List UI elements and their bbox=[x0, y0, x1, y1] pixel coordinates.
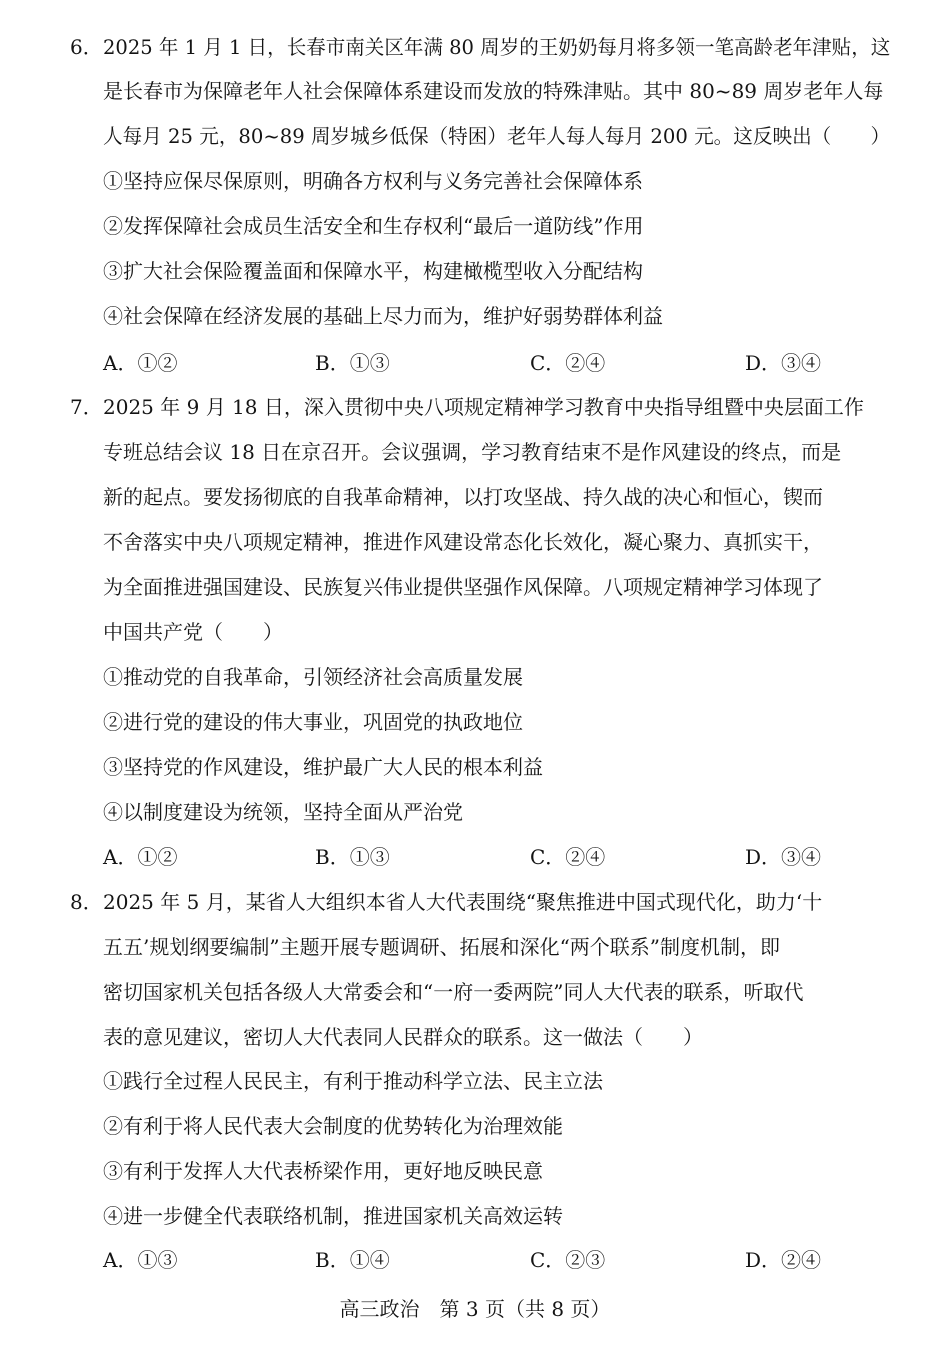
answer-choice-d: D．②④ bbox=[745, 1248, 822, 1272]
answer-choice-d: D．③④ bbox=[745, 351, 822, 375]
question-number: 7． bbox=[70, 395, 103, 419]
statement-option: ②有利于将人民代表大会制度的优势转化为治理效能 bbox=[103, 1114, 563, 1138]
question-text-line: 不舍落实中央八项规定精神，推进作风建设常态化长效化，凝心聚力、真抓实干， bbox=[103, 530, 823, 554]
statement-option: ①坚持应保尽保原则，明确各方权利与义务完善社会保障体系 bbox=[103, 169, 643, 193]
statement-option: ③坚持党的作风建设，维护最广大人民的根本利益 bbox=[103, 755, 543, 779]
statement-option: ③扩大社会保险覆盖面和保障水平，构建橄榄型收入分配结构 bbox=[103, 259, 643, 283]
question-text-line: 新的起点。要发扬彻底的自我革命精神，以打攻坚战、持久战的决心和恒心，锲而 bbox=[103, 485, 823, 509]
question-text-line: 专班总结会议 18 日在京召开。会议强调，学习教育结束不是作风建设的终点，而是 bbox=[103, 440, 842, 464]
question-text-line: 是长春市为保障老年人社会保障体系建设而发放的特殊津贴。其中 80~89 周岁老年人每 bbox=[103, 79, 884, 103]
question-text-line: 密切国家机关包括各级人大常委会和“一府一委两院”同人大代表的联系，听取代 bbox=[103, 980, 804, 1004]
statement-option: ①践行全过程人民民主，有利于推动科学立法、民主立法 bbox=[103, 1069, 603, 1093]
statement-option: ①推动党的自我革命，引领经济社会高质量发展 bbox=[103, 665, 523, 689]
page-footer: 高三政治 第 3 页（共 8 页） bbox=[339, 1297, 611, 1321]
answer-choice-a: A．①② bbox=[103, 351, 178, 375]
statement-option: ③有利于发挥人大代表桥梁作用，更好地反映民意 bbox=[103, 1159, 543, 1183]
question-text-line: 2025 年 9 月 18 日，深入贯彻中央八项规定精神学习教育中央指导组暨中央层面工作 bbox=[103, 395, 864, 419]
answer-choice-b: B．①③ bbox=[315, 351, 390, 375]
question-text-line: 为全面推进强国建设、民族复兴伟业提供坚强作风保障。八项规定精神学习体现了 bbox=[103, 575, 823, 599]
question-text-line: 2025 年 5 月，某省人大组织本省人大代表围绕“聚焦推进中国式现代化，助力‘十 bbox=[103, 890, 823, 914]
question-number: 8． bbox=[70, 890, 103, 914]
question-number: 6． bbox=[70, 35, 103, 59]
question-text-line: 人每月 25 元，80~89 周岁城乡低保（特困）老年人每人每月 200 元。这反映出（ ） bbox=[103, 124, 891, 148]
statement-option: ②发挥保障社会成员生活安全和生存权利“最后一道防线”作用 bbox=[103, 214, 644, 238]
question-text-line: 表的意见建议，密切人大代表同人民群众的联系。这一做法（ ） bbox=[103, 1025, 703, 1049]
statement-option: ②进行党的建设的伟大事业，巩固党的执政地位 bbox=[103, 710, 523, 734]
answer-choice-c: C．②④ bbox=[530, 845, 606, 869]
answer-choice-a: A．①② bbox=[103, 845, 178, 869]
answer-choice-a: A．①③ bbox=[103, 1248, 178, 1272]
question-text-line: 中国共产党（ ） bbox=[103, 620, 283, 644]
answer-choice-c: C．②④ bbox=[530, 351, 606, 375]
statement-option: ④进一步健全代表联络机制，推进国家机关高效运转 bbox=[103, 1204, 563, 1228]
statement-option: ④社会保障在经济发展的基础上尽力而为，维护好弱势群体利益 bbox=[103, 304, 663, 328]
statement-option: ④以制度建设为统领，坚持全面从严治党 bbox=[103, 800, 463, 824]
answer-choice-c: C．②③ bbox=[530, 1248, 606, 1272]
answer-choice-b: B．①④ bbox=[315, 1248, 390, 1272]
answer-choice-b: B．①③ bbox=[315, 845, 390, 869]
question-text-line: 2025 年 1 月 1 日，长春市南关区年满 80 周岁的王奶奶每月将多领一笔高龄老年津贴，这 bbox=[103, 35, 891, 59]
question-text-line: 五五’规划纲要编制”主题开展专题调研、拓展和深化“两个联系”制度机制，即 bbox=[103, 935, 781, 959]
answer-choice-d: D．③④ bbox=[745, 845, 822, 869]
